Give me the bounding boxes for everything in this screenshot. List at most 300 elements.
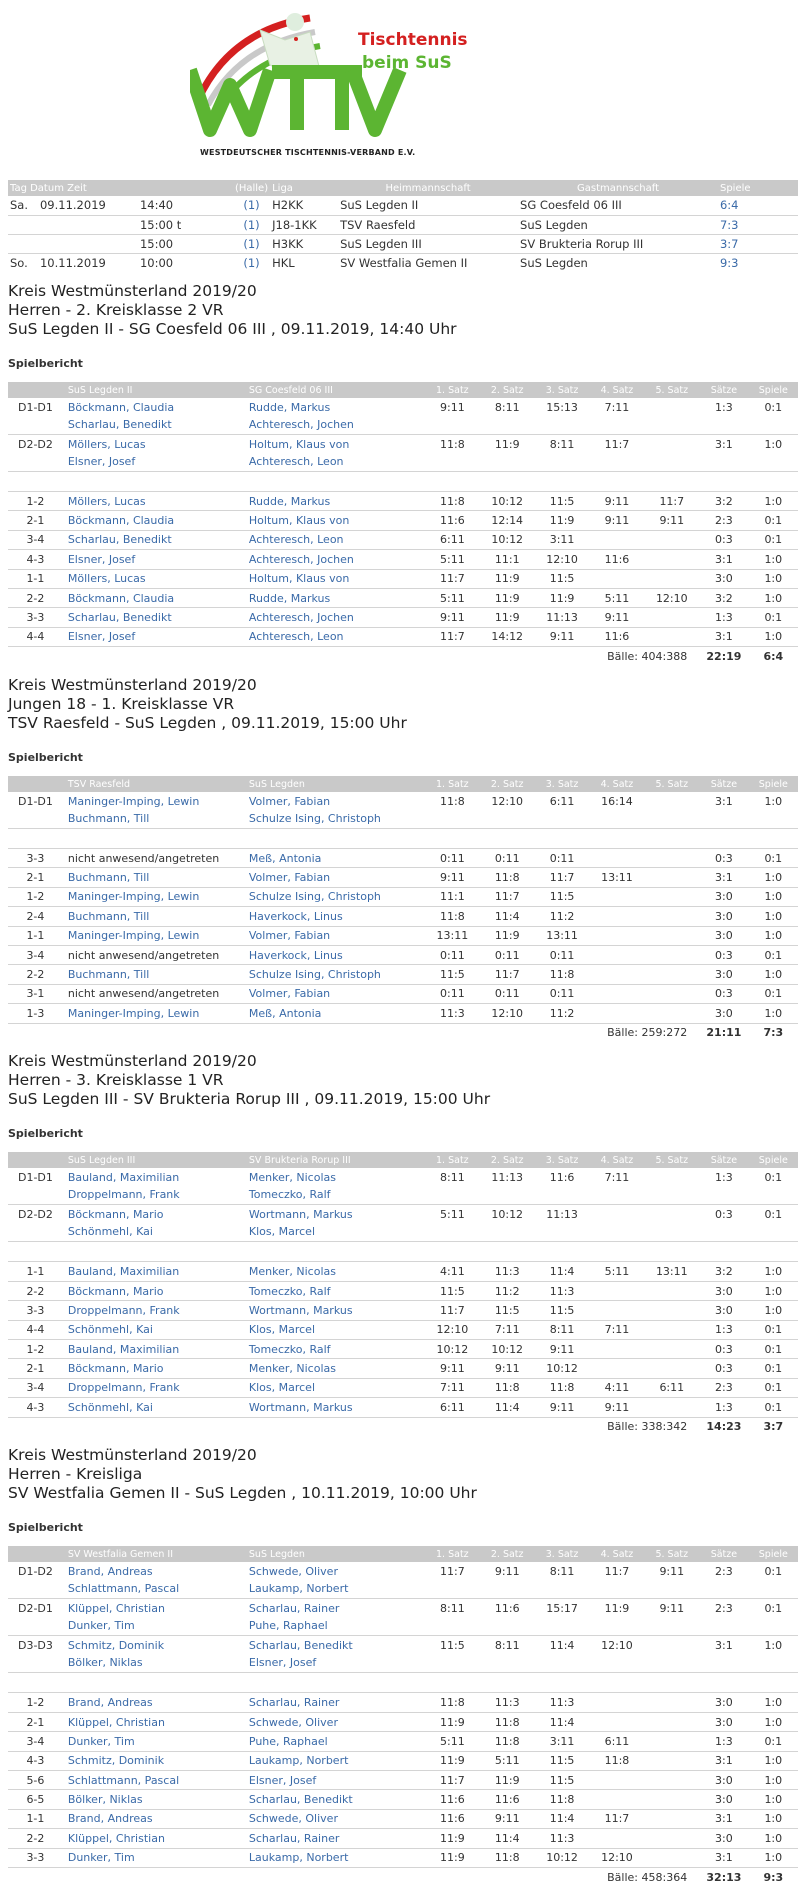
singles-position: 1-2 — [8, 1339, 63, 1358]
spielbericht-heading: Spielbericht — [8, 1127, 83, 1141]
away-doubles-pair — [244, 1636, 425, 1673]
spiele-score: 0:1 — [749, 945, 798, 964]
player-link[interactable]: Tomeczko, Ralf — [248, 1188, 331, 1202]
player-link[interactable]: Bölker, Niklas — [67, 1656, 143, 1670]
saetze-score: 1:3 — [699, 1320, 748, 1339]
set-score — [644, 1359, 699, 1378]
set-score: 12:10 — [590, 1848, 645, 1867]
away-player-link[interactable]: Achteresch, Jochen — [244, 608, 425, 627]
player-link[interactable]: Schmitz, Dominik — [67, 1639, 165, 1653]
spielbericht-heading: Spielbericht — [8, 1521, 83, 1535]
player-link[interactable]: Elsner, Josef — [67, 455, 136, 468]
set-score: 8:11 — [425, 1599, 480, 1636]
match-title2: Jungen 18 - 1. Kreisklasse VR — [8, 695, 235, 714]
away-player-link[interactable]: Volmer, Fabian — [244, 868, 425, 887]
singles-position: 3-1 — [8, 984, 63, 1003]
set-score: 11:7 — [425, 627, 480, 646]
set-score — [590, 849, 645, 868]
singles-position: 1-2 — [8, 492, 63, 511]
set-score: 3:11 — [535, 1732, 590, 1751]
home-player-link[interactable]: Dunker, Tim — [63, 1732, 244, 1751]
set-score: 10:12 — [535, 1848, 590, 1867]
singles-row — [8, 1281, 798, 1300]
set-score: 6:11 — [425, 530, 480, 549]
home-player-link[interactable]: Elsner, Josef — [63, 627, 244, 646]
totals-spacer — [8, 1417, 535, 1436]
schedule-home-team: SuS Legden II — [338, 196, 518, 215]
home-player-link[interactable]: Bauland, Maximilian — [63, 1339, 244, 1358]
player-link[interactable]: Wortmann, Markus — [248, 1208, 353, 1222]
set-score: 3:11 — [535, 530, 590, 549]
away-player-link[interactable]: Achteresch, Leon — [244, 530, 425, 549]
away-player-link[interactable]: Scharlau, Benedikt — [244, 1790, 425, 1809]
header-set-6: Sätze — [699, 1152, 748, 1168]
singles-position: 2-2 — [8, 1829, 63, 1848]
player-link[interactable]: Klos, Marcel — [248, 1225, 315, 1239]
spiele-score: 1:0 — [749, 1301, 798, 1320]
schedule-league: HKL — [272, 255, 295, 270]
player-link[interactable]: Rudde, Markus — [248, 401, 331, 414]
player-link[interactable]: Dunker, Tim — [67, 1619, 135, 1633]
player-link[interactable]: Laukamp, Norbert — [248, 1582, 349, 1596]
singles-row — [8, 868, 798, 887]
set-score: 11:5 — [425, 1636, 480, 1673]
singles-position: 3-4 — [8, 945, 63, 964]
header-set-7: Spiele — [749, 1152, 798, 1168]
home-player-link[interactable]: Maninger-Imping, Lewin — [63, 887, 244, 906]
home-player-link[interactable]: Schlattmann, Pascal — [63, 1771, 244, 1790]
away-player-link[interactable]: Laukamp, Norbert — [244, 1751, 425, 1770]
match-section — [0, 1052, 800, 1436]
singles-position: 1-3 — [8, 1004, 63, 1023]
away-player-link[interactable]: Schwede, Oliver — [244, 1712, 425, 1731]
doubles-row — [8, 1562, 798, 1599]
home-doubles-pair — [63, 1636, 244, 1673]
player-link[interactable]: Schlattmann, Pascal — [67, 1582, 180, 1596]
home-player-link[interactable]: Buchmann, Till — [63, 868, 244, 887]
header-set-4: 4. Satz — [590, 776, 645, 792]
header-set-3: 3. Satz — [535, 382, 590, 398]
home-player-link[interactable]: Böckmann, Claudia — [63, 511, 244, 530]
spiele-score: 0:1 — [749, 398, 798, 435]
away-player-link[interactable]: Wortmann, Markus — [244, 1398, 425, 1417]
set-score: 11:5 — [535, 1771, 590, 1790]
set-score: 10:12 — [480, 1339, 535, 1358]
spiele-score: 0:1 — [749, 1378, 798, 1397]
singles-position: 2-1 — [8, 1359, 63, 1378]
away-player-link[interactable]: Laukamp, Norbert — [244, 1848, 425, 1867]
away-player-link[interactable]: Rudde, Markus — [244, 588, 425, 607]
set-score: 11:2 — [535, 1004, 590, 1023]
singles-row — [8, 907, 798, 926]
set-score: 11:9 — [480, 926, 535, 945]
header-away-team: SuS Legden — [244, 1546, 425, 1562]
player-link[interactable]: Holtum, Klaus von — [248, 438, 350, 451]
player-link[interactable]: Schwede, Oliver — [248, 1565, 338, 1579]
saetze-score: 3:0 — [699, 1281, 748, 1300]
set-score — [590, 1301, 645, 1320]
home-player-absent: nicht anwesend/angetreten — [63, 945, 244, 964]
home-player-link[interactable]: Droppelmann, Frank — [63, 1378, 244, 1397]
singles-position: 6-5 — [8, 1790, 63, 1809]
singles-position: 4-4 — [8, 627, 63, 646]
set-score — [644, 849, 699, 868]
player-link[interactable]: Buchmann, Till — [67, 812, 150, 826]
schedule-header-league: Liga — [270, 180, 338, 196]
spiele-score: 1:0 — [749, 1771, 798, 1790]
player-link[interactable]: Schulze Ising, Christoph — [248, 812, 381, 826]
header-set-6: Sätze — [699, 776, 748, 792]
away-player-link[interactable]: Volmer, Fabian — [244, 984, 425, 1003]
home-player-link[interactable]: Bölker, Niklas — [63, 1790, 244, 1809]
set-score — [590, 1339, 645, 1358]
away-player-link[interactable]: Scharlau, Rainer — [244, 1693, 425, 1712]
singles-position: 1-2 — [8, 887, 63, 906]
saetze-score: 3:0 — [699, 907, 748, 926]
header-set-2: 2. Satz — [480, 382, 535, 398]
set-score: 13:11 — [535, 926, 590, 945]
set-score: 5:11 — [425, 550, 480, 569]
home-player-link[interactable]: Droppelmann, Frank — [63, 1301, 244, 1320]
doubles-position: D1-D2 — [8, 1562, 63, 1599]
schedule-date: 10.11.2019 — [39, 255, 106, 270]
schedule-away-team: SuS Legden — [518, 215, 718, 234]
set-score: 11:13 — [480, 1168, 535, 1205]
set-score — [644, 945, 699, 964]
set-score — [644, 1693, 699, 1712]
away-player-link[interactable]: Klos, Marcel — [244, 1378, 425, 1397]
set-score: 11:5 — [535, 1751, 590, 1770]
spiele-score: 1:0 — [749, 887, 798, 906]
away-player-link[interactable]: Achteresch, Leon — [244, 627, 425, 646]
singles-position: 3-4 — [8, 530, 63, 549]
home-player-link[interactable]: Schmitz, Dominik — [63, 1751, 244, 1770]
singles-row — [8, 1693, 798, 1712]
set-score: 11:8 — [425, 1693, 480, 1712]
singles-position: 1-1 — [8, 926, 63, 945]
away-player-link[interactable]: Tomeczko, Ralf — [244, 1339, 425, 1358]
baelle-total: Bälle: 259:272 — [607, 1026, 688, 1040]
away-player-link[interactable]: Volmer, Fabian — [244, 926, 425, 945]
set-score: 9:11 — [480, 1359, 535, 1378]
schedule-header-away: Gastmannschaft — [518, 180, 718, 196]
spiele-score: 1:0 — [749, 907, 798, 926]
totals-row — [8, 1867, 798, 1886]
header-pos — [8, 1152, 63, 1168]
set-score — [644, 984, 699, 1003]
schedule-result-link[interactable]: 7:3 — [718, 215, 798, 234]
baelle-total: Bälle: 338:342 — [607, 1420, 688, 1434]
set-score — [644, 1732, 699, 1751]
set-score — [590, 926, 645, 945]
schedule-result-link[interactable]: 6:4 — [718, 196, 798, 215]
away-player-link[interactable]: Menker, Nicolas — [244, 1262, 425, 1281]
saetze-score: 3:0 — [699, 1771, 748, 1790]
spiele-score: 1:0 — [749, 792, 798, 829]
set-score: 11:5 — [425, 1281, 480, 1300]
set-score: 8:11 — [425, 1168, 480, 1205]
set-score — [590, 907, 645, 926]
home-doubles-pair — [63, 1562, 244, 1599]
set-score: 11:13 — [535, 1205, 590, 1242]
set-score — [644, 868, 699, 887]
player-link[interactable]: Scharlau, Benedikt — [248, 1639, 353, 1653]
saetze-score: 3:1 — [699, 1636, 748, 1673]
set-score: 9:11 — [535, 627, 590, 646]
schedule-away-team: SG Coesfeld 06 III — [518, 196, 718, 215]
away-player-link[interactable]: Elsner, Josef — [244, 1771, 425, 1790]
away-player-link[interactable]: Meß, Antonia — [244, 849, 425, 868]
player-link[interactable]: Scharlau, Benedikt — [67, 418, 172, 431]
home-player-link[interactable]: Brand, Andreas — [63, 1693, 244, 1712]
singles-position: 3-4 — [8, 1732, 63, 1751]
header-set-6: Sätze — [699, 382, 748, 398]
saetze-score: 3:2 — [699, 588, 748, 607]
player-link[interactable]: Scharlau, Rainer — [248, 1602, 340, 1616]
set-score: 5:11 — [425, 1205, 480, 1242]
singles-row — [8, 627, 798, 646]
set-score: 7:11 — [590, 1168, 645, 1205]
player-link[interactable]: Achteresch, Leon — [248, 455, 344, 468]
away-doubles-pair — [244, 435, 425, 472]
away-player-link[interactable]: Puhe, Raphael — [244, 1732, 425, 1751]
player-link[interactable]: Elsner, Josef — [248, 1656, 317, 1670]
set-score: 0:11 — [425, 849, 480, 868]
set-score: 11:7 — [425, 1771, 480, 1790]
set-score: 5:11 — [590, 588, 645, 607]
header-set-1: 1. Satz — [425, 1546, 480, 1562]
set-score: 11:4 — [480, 1829, 535, 1848]
header-set-5: 5. Satz — [644, 1546, 699, 1562]
home-player-link[interactable]: Elsner, Josef — [63, 550, 244, 569]
set-score: 7:11 — [590, 398, 645, 435]
spiele-score: 1:0 — [749, 1790, 798, 1809]
home-player-link[interactable]: Scharlau, Benedikt — [63, 530, 244, 549]
player-link[interactable]: Schönmehl, Kai — [67, 1225, 153, 1239]
spiele-score: 0:1 — [749, 849, 798, 868]
doubles-position: D2-D2 — [8, 435, 63, 472]
singles-row — [8, 1751, 798, 1770]
header-set-5: 5. Satz — [644, 1152, 699, 1168]
saetze-score: 3:1 — [699, 1751, 748, 1770]
away-player-link[interactable]: Schwede, Oliver — [244, 1809, 425, 1828]
schedule-hall-link[interactable]: (1) — [233, 234, 270, 253]
home-player-link[interactable]: Scharlau, Benedikt — [63, 608, 244, 627]
home-player-link[interactable]: Klüppel, Christian — [63, 1829, 244, 1848]
totals-spacer — [8, 647, 535, 666]
home-player-link[interactable]: Maninger-Imping, Lewin — [63, 926, 244, 945]
set-score — [644, 907, 699, 926]
set-score: 11:6 — [425, 511, 480, 530]
schedule-result-link[interactable]: 9:3 — [719, 255, 739, 270]
home-player-link[interactable]: Klüppel, Christian — [63, 1712, 244, 1731]
header-away-team: SG Coesfeld 06 III — [244, 382, 425, 398]
schedule-hall-link[interactable]: (1) — [233, 196, 270, 215]
home-player-link[interactable]: Maninger-Imping, Lewin — [63, 1004, 244, 1023]
set-score: 11:6 — [535, 1168, 590, 1205]
doubles-row — [8, 398, 798, 435]
match-title2: Herren - Kreisliga — [8, 1465, 143, 1484]
set-score — [644, 792, 699, 829]
spiele-score: 1:0 — [749, 1829, 798, 1848]
set-score: 11:9 — [480, 1771, 535, 1790]
singles-row — [8, 926, 798, 945]
player-link[interactable]: Möllers, Lucas — [67, 438, 146, 451]
schedule-hall-link[interactable]: (1) — [233, 215, 270, 234]
doubles-position: D2-D1 — [8, 1599, 63, 1636]
schedule-away-team: SuS Legden — [520, 255, 588, 270]
home-player-link[interactable]: Buchmann, Till — [63, 907, 244, 926]
home-player-link[interactable]: Möllers, Lucas — [63, 569, 244, 588]
spiele-score: 0:1 — [749, 1320, 798, 1339]
header-set-2: 2. Satz — [480, 1152, 535, 1168]
saetze-score: 3:0 — [699, 1301, 748, 1320]
home-player-link[interactable]: Schönmehl, Kai — [63, 1320, 244, 1339]
header-home-team: TSV Raesfeld — [63, 776, 244, 792]
saetze-score: 3:1 — [699, 435, 748, 472]
set-score: 12:10 — [480, 1004, 535, 1023]
set-score: 9:11 — [590, 511, 645, 530]
doubles-row — [8, 1636, 798, 1673]
home-player-link[interactable]: Bauland, Maximilian — [63, 1262, 244, 1281]
set-score: 11:8 — [425, 907, 480, 926]
header-set-4: 4. Satz — [590, 1546, 645, 1562]
saetze-score: 3:1 — [699, 550, 748, 569]
home-player-link[interactable]: Dunker, Tim — [63, 1848, 244, 1867]
home-player-link[interactable]: Brand, Andreas — [63, 1809, 244, 1828]
away-player-link[interactable]: Schulze Ising, Christoph — [244, 965, 425, 984]
set-score: 5:11 — [480, 1751, 535, 1770]
set-score: 11:6 — [425, 1790, 480, 1809]
doubles-row — [8, 792, 798, 829]
away-player-link[interactable]: Tomeczko, Ralf — [244, 1281, 425, 1300]
home-player-absent: nicht anwesend/angetreten — [63, 849, 244, 868]
away-player-link[interactable]: Menker, Nicolas — [244, 1359, 425, 1378]
saetze-total: 14:23 — [706, 1420, 742, 1434]
away-player-link[interactable]: Holtum, Klaus von — [244, 569, 425, 588]
away-player-link[interactable]: Scharlau, Rainer — [244, 1829, 425, 1848]
spacer-cell — [8, 1673, 798, 1693]
away-player-link[interactable]: Rudde, Markus — [244, 492, 425, 511]
away-player-link[interactable]: Wortmann, Markus — [244, 1301, 425, 1320]
set-score: 11:7 — [535, 868, 590, 887]
singles-row — [8, 1398, 798, 1417]
away-player-link[interactable]: Schulze Ising, Christoph — [244, 887, 425, 906]
player-link[interactable]: Böckmann, Mario — [67, 1208, 164, 1222]
singles-row — [8, 1378, 798, 1397]
header-set-5: 5. Satz — [644, 776, 699, 792]
schedule-row — [8, 196, 798, 215]
away-player-link[interactable]: Achteresch, Jochen — [244, 550, 425, 569]
schedule-hall-link[interactable]: (1) — [243, 255, 260, 270]
set-score: 11:9 — [535, 511, 590, 530]
schedule-home-team: TSV Raesfeld — [338, 215, 518, 234]
set-score: 11:8 — [480, 1378, 535, 1397]
set-score — [644, 627, 699, 646]
set-score — [590, 1693, 645, 1712]
doubles-row — [8, 1205, 798, 1242]
set-score: 12:10 — [535, 550, 590, 569]
schedule-home-team: SuS Legden III — [338, 234, 518, 253]
set-score: 9:11 — [425, 868, 480, 887]
set-score: 12:10 — [590, 1636, 645, 1673]
spiele-score: 0:1 — [749, 1562, 798, 1599]
set-score: 11:8 — [535, 1378, 590, 1397]
singles-row — [8, 945, 798, 964]
player-link[interactable]: Puhe, Raphael — [248, 1619, 328, 1633]
away-player-link[interactable]: Meß, Antonia — [244, 1004, 425, 1023]
set-score: 11:4 — [535, 1809, 590, 1828]
spielbericht-table — [8, 1152, 798, 1436]
set-score: 10:12 — [480, 1205, 535, 1242]
match-title3: TSV Raesfeld - SuS Legden , 09.11.2019, 15:00 Uhr — [8, 714, 407, 733]
home-player-link[interactable]: Böckmann, Mario — [63, 1359, 244, 1378]
set-score — [644, 1636, 699, 1673]
set-score: 11:7 — [644, 492, 699, 511]
schedule-header-date: Tag Datum Zeit — [8, 180, 233, 196]
set-score — [644, 1301, 699, 1320]
singles-position: 3-3 — [8, 1301, 63, 1320]
header-home-team: SuS Legden III — [63, 1152, 244, 1168]
schedule-row — [8, 253, 798, 272]
player-link[interactable]: Achteresch, Jochen — [248, 418, 354, 431]
player-link[interactable]: Böckmann, Claudia — [67, 401, 175, 414]
away-player-link[interactable]: Haverkock, Linus — [244, 945, 425, 964]
home-player-link[interactable]: Möllers, Lucas — [63, 492, 244, 511]
home-player-link[interactable]: Buchmann, Till — [63, 965, 244, 984]
player-link[interactable]: Droppelmann, Frank — [67, 1188, 180, 1202]
player-link[interactable]: Maninger-Imping, Lewin — [67, 795, 200, 809]
header-home-team: SV Westfalia Gemen II — [63, 1546, 244, 1562]
set-score: 11:9 — [480, 569, 535, 588]
singles-row — [8, 1339, 798, 1358]
spacer-row — [8, 829, 798, 849]
doubles-position: D3-D3 — [8, 1636, 63, 1673]
singles-position: 1-1 — [8, 1262, 63, 1281]
set-score: 0:11 — [480, 984, 535, 1003]
set-score: 8:11 — [535, 1562, 590, 1599]
player-link[interactable]: Volmer, Fabian — [248, 795, 331, 809]
singles-row — [8, 965, 798, 984]
saetze-score: 0:3 — [699, 530, 748, 549]
saetze-score: 0:3 — [699, 984, 748, 1003]
set-score: 6:11 — [644, 1378, 699, 1397]
spiele-score: 1:0 — [749, 965, 798, 984]
spiele-total: 6:4 — [763, 650, 784, 664]
singles-position: 4-3 — [8, 1398, 63, 1417]
set-score: 11:8 — [425, 435, 480, 472]
logo-org: WESTDEUTSCHER TISCHTENNIS-VERBAND E.V. — [200, 148, 416, 157]
schedule-league: H3KK — [270, 234, 338, 253]
away-player-link[interactable]: Klos, Marcel — [244, 1320, 425, 1339]
player-link[interactable]: Menker, Nicolas — [248, 1171, 336, 1185]
set-score: 9:11 — [480, 1562, 535, 1599]
player-link[interactable]: Brand, Andreas — [67, 1565, 153, 1579]
spacer-row — [8, 1242, 798, 1262]
away-player-link[interactable]: Holtum, Klaus von — [244, 511, 425, 530]
spiele-score: 0:1 — [749, 1205, 798, 1242]
schedule-header-row — [8, 180, 798, 196]
home-player-link[interactable]: Böckmann, Claudia — [63, 588, 244, 607]
set-score: 11:5 — [425, 965, 480, 984]
set-score: 0:11 — [425, 984, 480, 1003]
home-player-link[interactable]: Böckmann, Mario — [63, 1281, 244, 1300]
away-player-link[interactable]: Haverkock, Linus — [244, 907, 425, 926]
player-link[interactable]: Klüppel, Christian — [67, 1602, 165, 1616]
player-link[interactable]: Bauland, Maximilian — [67, 1171, 180, 1185]
home-player-link[interactable]: Schönmehl, Kai — [63, 1398, 244, 1417]
schedule-result-link[interactable]: 3:7 — [718, 234, 798, 253]
